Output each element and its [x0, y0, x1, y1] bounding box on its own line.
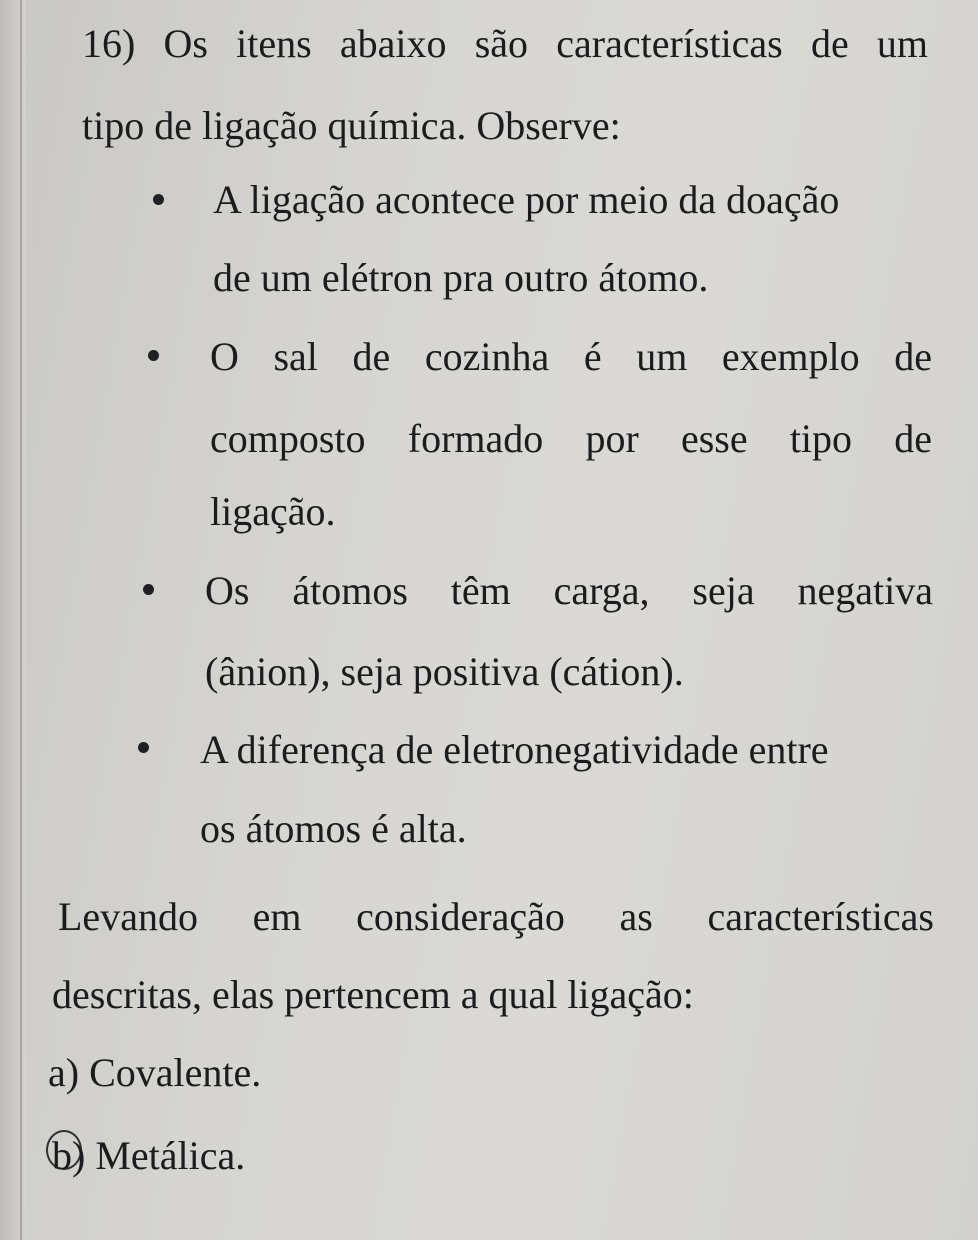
option-a-text: Covalente.: [89, 1050, 262, 1095]
bullet-2-line2: composto formado por esse tipo de: [210, 416, 932, 461]
prompt-line2: descritas, elas pertencem a qual ligação:: [52, 972, 694, 1017]
bullet-4-line2: os átomos é alta.: [200, 806, 467, 851]
bullet-1-line2: de um elétron pra outro átomo.: [213, 255, 709, 300]
page-fold: [0, 0, 26, 1240]
question-intro-line2: tipo de ligação química. Observe:: [82, 103, 621, 148]
bullet-dot: [153, 194, 164, 205]
option-b-text: Metálica.: [95, 1133, 246, 1178]
bullet-2-line3: ligação.: [210, 489, 336, 534]
bullet-dot: [148, 350, 159, 361]
option-b-letter: b): [52, 1133, 86, 1178]
question-number: 16): [82, 21, 136, 66]
question-intro-line1: [82, 21, 929, 66]
option-b: [52, 1133, 246, 1178]
bullet-3-line2: (ânion), seja positiva (cátion).: [205, 649, 684, 694]
prompt-line1: Levando em consideração as características: [58, 894, 934, 939]
bullet-1-line1: A ligação acontece por meio da doação: [213, 177, 840, 222]
bullet-2-line1: O sal de cozinha é um exemplo de: [210, 334, 932, 379]
option-a: [48, 1050, 262, 1095]
bullet-4-line1: A diferença de eletronegatividade entre: [200, 727, 829, 772]
bullet-dot: [143, 584, 154, 595]
option-a-letter: a): [48, 1050, 80, 1095]
bullet-3-line1: Os átomos têm carga, seja negativa: [205, 568, 933, 613]
bullet-dot: [138, 742, 149, 753]
question-intro-text-1: Os itens abaixo são características de um: [163, 21, 929, 66]
